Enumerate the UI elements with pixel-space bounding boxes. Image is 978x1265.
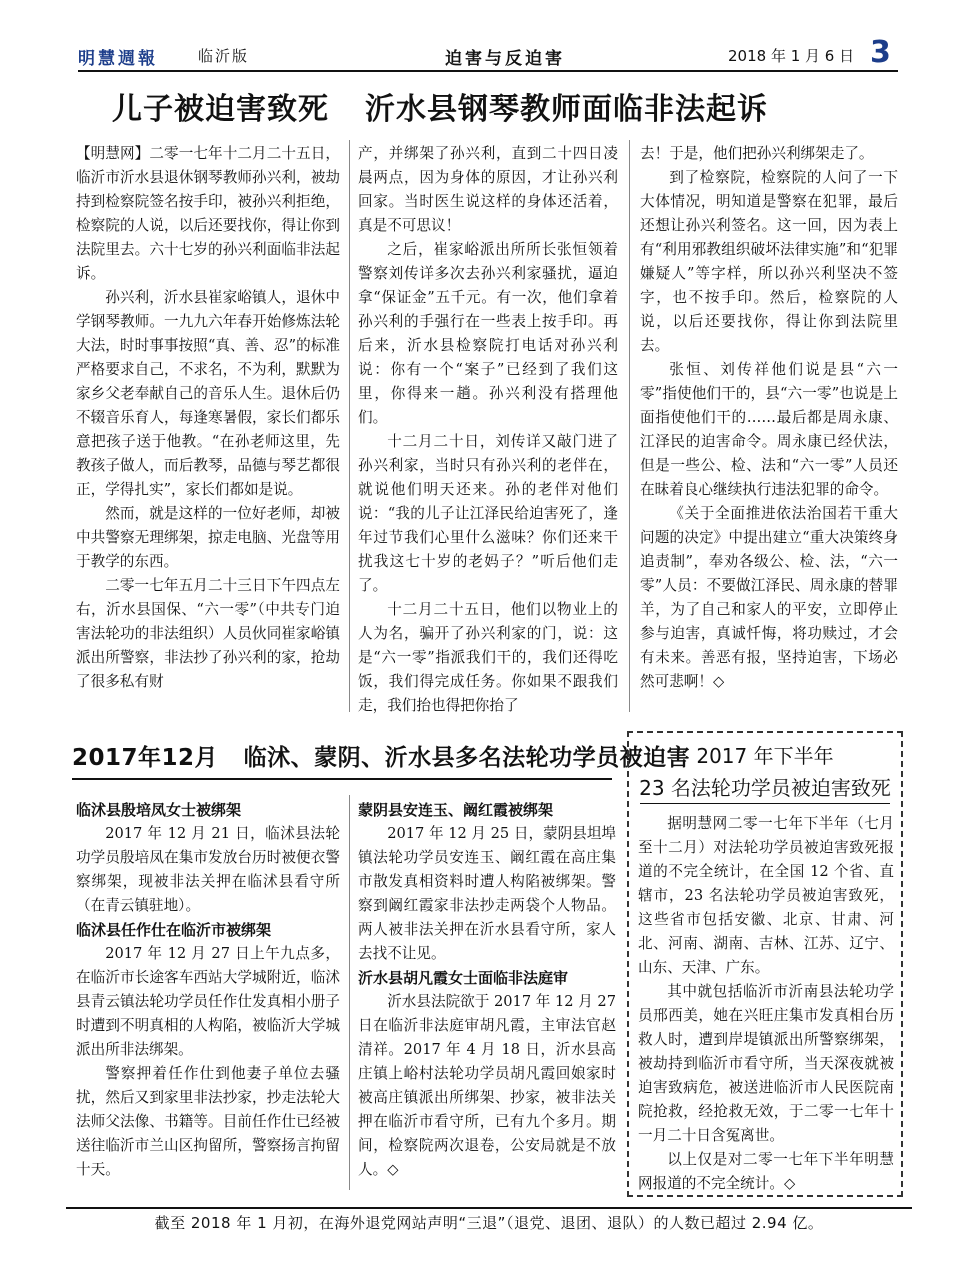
paragraph: 之后，崔家峪派出所所长张恒领着警察刘传详多次去孙兴利家骚扰，逼迫拿“保证金”五千元。有一次，他们拿着孙兴利的手强行在一些表上按手印。再后来，沂水县检察院打电话对孙兴利说：你有一个“案子”已经到了我们这里，你得来一趟。孙兴利没有搭理他们。 [358, 241, 618, 426]
issue-date: 2018 年 1 月 6 日 [728, 47, 855, 65]
sidebar-box-title-line2: 23 名法轮功学员被迫害致死 [639, 776, 891, 800]
sidebar-box-divider [640, 803, 890, 804]
news-item-title: 临沭县殷培凤女士被绑架 [76, 801, 242, 819]
sidebar-box-title-line1: 2017 年下半年 [696, 744, 834, 768]
page-number: 3 [870, 35, 891, 70]
paragraph: 十二月二十日，刘传详又敲门进了孙兴利家，当时只有孙兴利的老伴在，就说他们明天还来。孙的老伴对他们说：“我的儿子让江泽民给迫害死了，逢年过节我们心里什么滋味？你们还来干扰我这七十岁的老妈子？”听后他们走了。 [358, 433, 618, 594]
second-headline [72, 739, 690, 772]
paragraph: 《关于全面推进依法治国若干重大问题的决定》中提出建立“重大决策终身追责制”，奉劝各级公、检、法，“六一零”人员：不要做江泽民、周永康的替罪羊，为了自己和家人的平安，立即停止参与迫害，真诚忏悔，将功赎过，才会有未来。善恶有报，坚持迫害，下场必然可悲啊！◇ [640, 505, 898, 690]
section-title: 迫害与反迫害 [445, 49, 565, 69]
column-divider [349, 795, 350, 1190]
paragraph: 2017 年 12 月 21 日，临沭县法轮功学员殷培凤在集市发放台历时被便衣警察绑架，现被非法关押在临沭县看守所（在青云镇驻地）。 [76, 825, 340, 914]
paragraph: 警察押着任作仕到他妻子单位去骚扰，然后又到家里非法抄家，抄走法轮大法师父法像、书籍等。目前任作仕已经被送往临沂市兰山区拘留所，警察扬言拘留十天。 [76, 1065, 340, 1178]
paragraph: 沂水县法院欲于 2017 年 12 月 27 日在临沂非法庭审胡凡霞，主审法官赵清祥。2017 年 4 月 18 日，沂水县高庄镇上峪村法轮功学员胡凡霞回娘家时被高庄镇派出所绑架、抄家，被非法关押在临沂市看守所，已有九个多月。期间，检察院两次退卷，公安局就是不放人。◇ [358, 993, 617, 1178]
paragraph: 2017 年 12 月 27 日上午九点多，在临沂市长途客车西站大学城附近，临沭县青云镇法轮功学员任作仕发真相小册子时遭到不明真相的人构陷，被临沂大学城派出所非法绑架。 [76, 945, 340, 1058]
column-divider [629, 140, 630, 712]
paragraph: 其中就包括临沂市沂南县法轮功学员邢西美，她在兴旺庄集市发真相台历救人时，遭到岸堤镇派出所警察绑架，被劫持到临沂市看守所，当天深夜就被迫害致病危，被送进临沂市人民医院南院抢救，经抢救无效，于二零一七年十一月二十日含冤离世。 [638, 983, 894, 1144]
paragraph: 去！于是，他们把孙兴利绑架走了。 [640, 145, 874, 162]
paragraph: 到了检察院，检察院的人问了一下大体情况，明知道是警察在犯罪，最后还想让孙兴利签名。这一回，因为表上有“利用邪教组织破坏法律实施”和“犯罪嫌疑人”等字样，所以孙兴利坚决不签字，也不按手印。然后，检察院的人说，以后还要找你，得让你到法院里去。 [640, 169, 898, 354]
second-headline-part1: 2017年12月 [72, 745, 219, 771]
footer-divider [66, 1207, 912, 1209]
masthead-brand: 明慧週報 [78, 49, 158, 69]
news-item-title: 蒙阴县安连玉、阚红霞被绑架 [358, 801, 554, 819]
footer-notice: 截至 2018 年 1 月初，在海外退党网站声明“三退”（退党、退团、退队）的人数已超过 2.94 亿。 [154, 1214, 824, 1232]
main-headline [112, 84, 768, 128]
sidebar-box-body [638, 812, 894, 1196]
second-article-column-1 [76, 798, 340, 1182]
paragraph: 【明慧网】二零一七年十二月二十五日，临沂市沂水县退休钢琴教师孙兴利，被劫持到检察院签名按手印，被孙兴利拒绝，检察院的人说，以后还要找你，得让你到法院里去。六十七岁的孙兴利面临非法起诉。 [76, 145, 340, 282]
main-article-column-2 [358, 142, 618, 718]
main-article-column-1 [76, 142, 340, 694]
paragraph: 然而，就是这样的一位好老师，却被中共警察无理绑架，掠走电脑、光盘等用于教学的东西。 [76, 505, 340, 570]
paragraph: 以上仅是对二零一七年下半年明慧网报道的不完全统计。◇ [638, 1151, 894, 1192]
main-headline-part2: 沂水县钢琴教师面临非法起诉 [365, 92, 768, 127]
second-headline-underline [72, 778, 612, 780]
second-article-column-2 [358, 798, 616, 1182]
edition-label: 临沂版 [198, 47, 250, 65]
paragraph: 2017 年 12 月 25 日，蒙阴县坦埠镇法轮功学员安连玉、阚红霞在高庄集市散发真相资料时遭人构陷被绑架。警察到阚红霞家非法抄走两袋个人物品。两人被非法关押在沂水县看守所，家人去找不让见。 [358, 825, 617, 962]
paragraph: 据明慧网二零一七年下半年（七月至十二月）对法轮功学员被迫害致死报道的不完全统计，在全国 12 个省、直辖市，23 名法轮功学员被迫害致死，这些省市包括安徽、北京、甘肃、河北、河南、湖南、吉林、江苏、辽宁、山东、天津、广东。 [638, 815, 894, 976]
second-headline-part2: 临沭、蒙阴、沂水县多名法轮功学员被迫害 [243, 745, 691, 771]
paragraph: 十二月二十五日，他们以物业上的人为名，骗开了孙兴利家的门，说：这是“六一零”指派我们干的，我们还得吃饭，我们得完成任务。你如果不跟我们走，我们抬也得把你抬了 [358, 601, 618, 714]
paragraph: 张恒、刘传祥他们说是县“六一零”指使他们干的，县“六一零”也说是上面指使他们干的……最后都是周永康、江泽民的迫害命令。周永康已经伏法，但是一些公、检、法和“六一零”人员还在昧着良心继续执行违法犯罪的命令。 [640, 361, 898, 498]
paragraph: 产，并绑架了孙兴利，直到二十四日凌晨两点，因为身体的原因，才让孙兴利回家。当时医生说这样的身体还活着，真是不可思议！ [358, 145, 618, 234]
paragraph: 孙兴利，沂水县崔家峪镇人，退休中学钢琴教师。一九九六年春开始修炼法轮大法，时时事事按照“真、善、忍”的标准严格要求自己，不求名，不为利，默默为家乡父老奉献自己的音乐人生。退休后仍不辍音乐育人，每逢寒暑假，家长们都乐意把孩子送于他教。“在孙老师这里，先教孩子做人，而后教琴，品德与琴艺都很正，学得扎实”，家长们都如是说。 [76, 289, 340, 498]
main-headline-part1: 儿子被迫害致死 [112, 92, 329, 127]
main-article-column-3 [640, 142, 898, 694]
header-divider [78, 70, 898, 72]
paragraph: 二零一七年五月二十三日下午四点左右，沂水县国保、“六一零”（中共专门迫害法轮功的非法组织）人员伙同崔家峪镇派出所警察，非法抄了孙兴利的家，抢劫了很多私有财 [76, 577, 340, 690]
news-item-title: 临沭县任作仕在临沂市被绑架 [76, 921, 272, 939]
news-item-title: 沂水县胡凡霞女士面临非法庭审 [358, 969, 569, 987]
column-divider [349, 140, 350, 712]
